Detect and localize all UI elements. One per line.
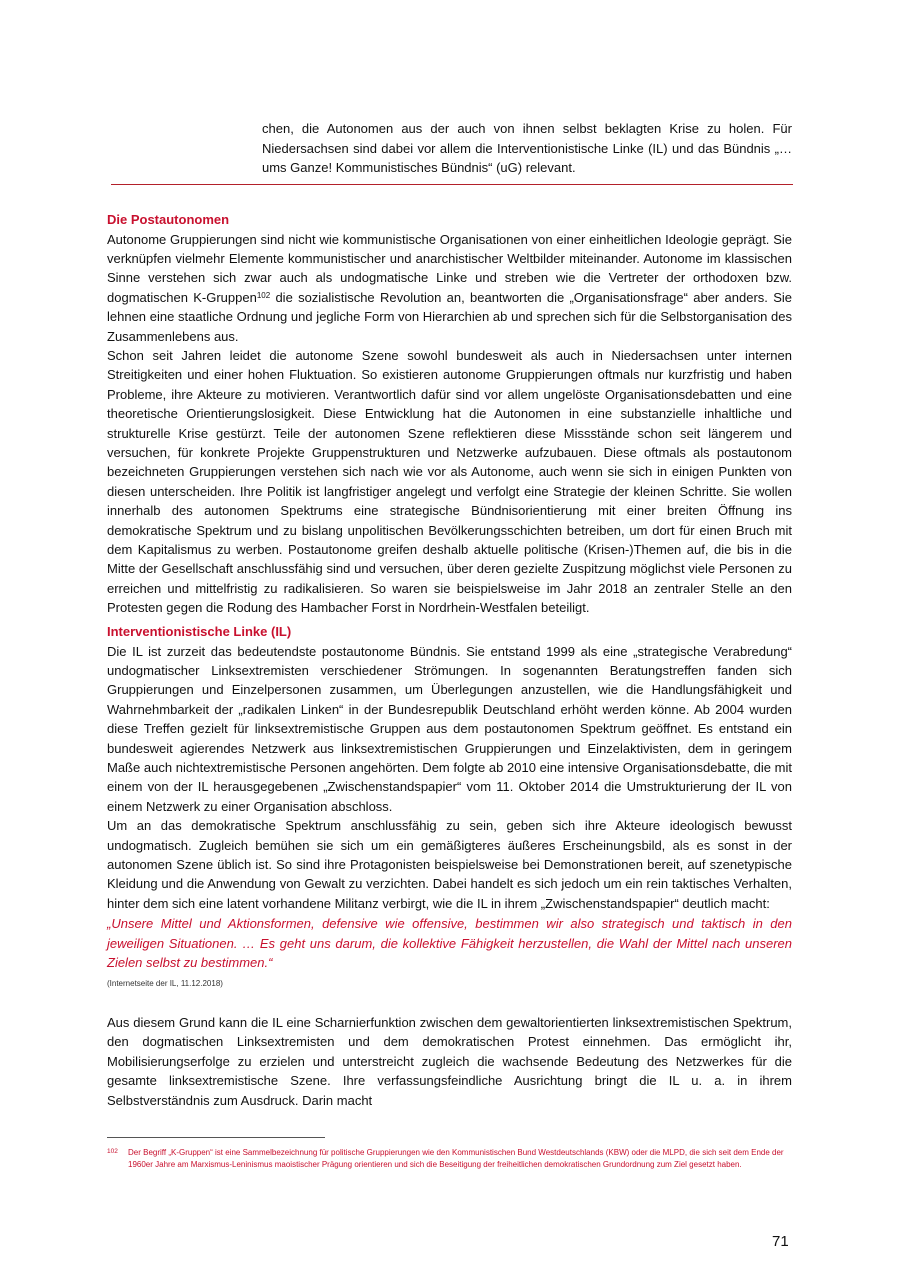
paragraph-postautonome-1	[107, 230, 792, 346]
footnote-number: 102	[107, 1148, 118, 1155]
paragraph-il-2: Um an das demokratische Spektrum anschlussfähig zu sein, geben sich ihre Akteure ideologisch bewusst undogmatisch. Zugleich bemühen sie sich um ein gemäßigteres äußeres Erscheinungsbild, als es sonst in der autonomen Szene üblich ist. So sind ihre Protagonisten beispielsweise bei Demonstrationen bereit, auf szenetypische Kleidung und die Anwendung von Gewalt zu verzichten. Dabei handelt es sich jedoch um ein rein taktisches Verhalten, hinter dem sich eine latent vorhandene Militanz verbirgt, wie die IL in ihrem „Zwischenstandspapier“ deutlich macht:	[107, 818, 792, 911]
paragraph-closing: Aus diesem Grund kann die IL eine Scharnierfunktion zwischen dem gewaltorientierten linksextremistischen Spektrum, den dogmatischen Linksextremisten und dem demokratischen Protest einnehmen. Das ermöglicht ihr, Mobilisierungserfolge zu erzielen und unterstreicht zugleich die wachsende Bedeutung des Netzwerkes für die gesamte linksextremistische Szene. Ihre verfassungsfeindliche Ausrichtung bringt die IL u. a. in ihrem Selbstverständnis zum Ausdruck. Darin macht	[107, 1015, 792, 1108]
section-heading-il: Interventionistische Linke (IL)	[107, 624, 292, 639]
section-heading-postautonome: Die Postautonomen	[107, 212, 230, 227]
footnote	[107, 1147, 792, 1170]
section-closing	[107, 1013, 792, 1110]
block-quote: „Unsere Mittel und Aktionsformen, defensive wie offensive, bestimmen wir also strategisch und taktisch in den jeweiligen Situationen. … Es geht uns darum, die kollektive Fähigkeit herzustellen, die Wahl der Mittel nach unseren Zielen selbst zu bestimmen.“	[107, 916, 792, 971]
footnote-reference[interactable]: 102	[256, 290, 271, 300]
intro-box-text: chen, die Autonomen aus der auch von ihnen selbst beklagten Krise zu holen. Für Niedersachsen sind dabei vor allem die Interventionistische Linke (IL) und das Bündnis „… ums Ganze! Kommunistisches Bündnis“ (uG) relevant.	[262, 121, 792, 175]
paragraph-text: Autonome Gruppierungen sind nicht wie kommunistische Organisationen von einer einheitlichen Ideologie geprägt. Sie verknüpfen vielmehr Elemente kommunistischer und anarchistischer Weltbilder miteinander. Autonome im klassischen Sinne verstehen sich zwar auch als undogmatische Linke und streben wie die Vertreter der orthodoxen bzw. dogmatischen K-Gruppen	[107, 231, 792, 305]
box-divider	[111, 184, 793, 185]
section-il	[107, 622, 792, 913]
section-postautonome	[107, 210, 792, 618]
paragraph-il-1: Die IL ist zurzeit das bedeutendste postautonome Bündnis. Sie entstand 1999 als eine „strategische Verabredung“ undogmatischer Linksextremisten verschiedener Strömungen. In sogenannten Beratungstreffen fanden sich Gruppierungen und Einzelpersonen zusammen, um Überlegungen anzustellen, wie die Handlungsfähigkeit und Wahrnehmbarkeit der „radikalen Linken“ in der Bundesrepublik Deutschland erhöht werden könne. Ab 2004 wurden diese Treffen gezielt für linksextremistische Gruppen aus dem postautonomen Spektrum geöffnet. Es entstand ein bundesweit agierendes Netzwerk aus linksextremistischen Gruppierungen und Einzelaktivisten, dem in geringem Maße auch nichtextremistische Personen angehörten. Dem folgte ab 2010 eine intensive Organisationsdebatte, die mit einem von der IL herausgegebenen „Zwischenstandspapier“ vom 11. Oktober 2014 die Umstrukturierung der IL von einem Netzwerk zu einer Organisation abschloss.	[107, 643, 792, 814]
page-number: 71	[772, 1233, 789, 1250]
paragraph-text: die sozialistische Revolution an, beantworten die „Organisationsfrage“ aber anders. Sie lehnen eine staatliche Ordnung und jegliche Form von Hierarchien ab und sprechen sich für die Selbstorganisation des Zusammenlebens aus.	[107, 289, 792, 344]
footnote-text: Der Begriff „K-Gruppen“ ist eine Sammelbezeichnung für politische Gruppierungen wie den Kommunistischen Bund Westdeutschlands (KBW) oder die MLPD, die sich seit dem Ende der 1960er Jahre am Marxismus-Leninismus maoistischer Prägung orientieren und sich die Beseitigung der freiheitlichen demokratischen Grundordnung zum Ziel gesetzt haben.	[128, 1148, 784, 1169]
footnote-divider	[107, 1137, 325, 1138]
quote-source: (Internetseite der IL, 11.12.2018)	[107, 979, 223, 988]
paragraph-postautonome-2: Schon seit Jahren leidet die autonome Szene sowohl bundesweit als auch in Niedersachsen unter internen Streitigkeiten und einer hohen Fluktuation. So existieren autonome Gruppierungen oftmals nur kurzfristig und haben Probleme, ihre Akteure zu motivieren. Verantwortlich dafür sind vor allem ungelöste Organisationsdebatten und eine theoretische Orientierungslosigkeit. Diese Entwicklung hat die Autonomen in eine substanzielle inhaltliche und strukturelle Krise gestürzt. Teile der autonomen Szene reflektieren diese Missstände schon seit längerem und versuchen, für konkrete Projekte Gruppenstrukturen und Netzwerke aufzubauen. Diese oftmals als postautonom bezeichneten Gruppierungen verstehen sich nach wie vor als Autonome, auch wenn sie sich in einigen Punkten von diesen unterscheiden. Ihre Politik ist langfristiger angelegt und verfolgt eine Strategie der kleinen Schritte. Sie wollen innerhalb des autonomen Spektrums eine strategische Bündnisorientierung mit einer breiten Öffnung ins demokratische Spektrum und zu bislang unpolitischen Bevölkerungsschichten betreiben, um dort für einen Bruch mit dem Kapitalismus zu werben. Postautonome greifen deshalb aktuelle politische (Krisen-)Themen auf, die bis in die Mitte der Gesellschaft anschlussfähig sind und versuchen, über deren gezielte Zuspitzung möglichst viele Personen zu erreichen und mittelfristig zu radikalisieren. So waren sie beispielsweise im Jahr 2018 an zentraler Stelle an den Protesten gegen die Rodung des Hambacher Forst in Nordrhein-Westfalen beteiligt.	[107, 347, 792, 616]
